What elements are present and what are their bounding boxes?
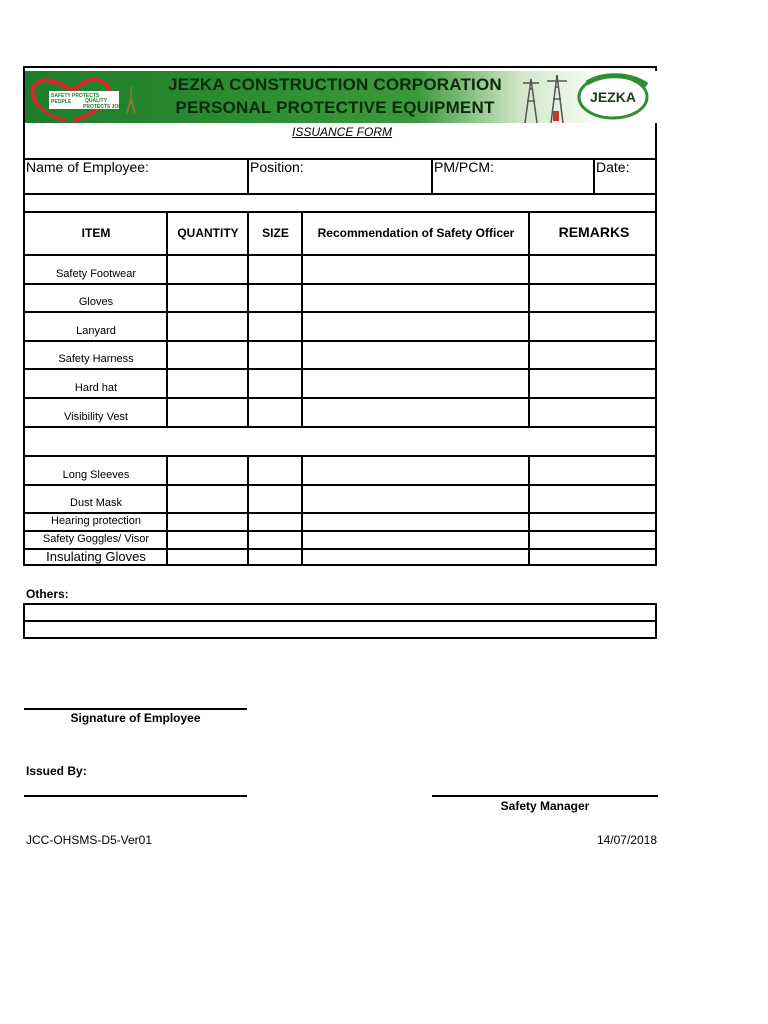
col-divider-2 [247,211,249,427]
col-header-recommendation: Recommendation of Safety Officer [317,226,515,240]
item-insulating-gloves: Insulating Gloves [46,549,146,564]
col-divider-3 [301,211,303,427]
col-divider-1 [166,211,168,427]
issued-by-label: Issued By: [26,764,87,778]
issued-by-line [24,795,247,797]
row-line [23,512,657,514]
item-safety-goggles: Safety Goggles/ Visor [42,533,150,545]
header-banner [25,71,658,123]
col-header-remarks: REMARKS [558,224,630,240]
row-line [23,455,657,457]
employee-signature-label: Signature of Employee [70,711,201,725]
item-visibility-vest: Visibility Vest [64,411,128,423]
form-name: ISSUANCE FORM [292,125,393,139]
logo-text-3: QUALITY [85,98,107,104]
jezka-logo-text: JEZKA [590,89,636,105]
item-long-sleeves: Long Sleeves [62,469,130,481]
col-header-quantity: QUANTITY [177,226,239,240]
col-header-size: SIZE [262,226,289,240]
item-gloves: Gloves [78,296,114,308]
employee-name-label: Name of Employee: [26,159,149,175]
pm-pcm-label: PM/PCM: [434,159,494,175]
item-lanyard: Lanyard [76,325,116,337]
row-line [23,397,657,399]
field-divider-1 [247,158,249,194]
col-divider-4b [528,455,530,566]
employee-signature-line [24,708,247,710]
table-top-line [23,211,657,213]
row-line [23,484,657,486]
date-label: Date: [596,159,630,175]
safety-manager-label: Safety Manager [500,799,590,813]
safety-heart-logo [27,73,143,123]
field-row-bottom-line [23,193,657,195]
form-subtitle: PERSONAL PROTECTIVE EQUIPMENT [175,98,495,117]
item-safety-footwear: Safety Footwear [55,268,137,280]
power-tower-icon [513,71,573,123]
document-date: 14/07/2018 [596,833,657,847]
document-code: JCC-OHSMS-D5-Ver01 [26,833,153,847]
jezka-logo [573,71,657,123]
row-line [23,340,657,342]
row-line [23,530,657,532]
item-dust-mask: Dust Mask [70,497,122,509]
logo-text-4: PROTECTS JOBS [83,104,126,110]
col-divider-3b [301,455,303,566]
header-bottom-line [23,254,657,256]
field-divider-3 [593,158,595,194]
col-divider-2b [247,455,249,566]
position-label: Position: [250,159,304,175]
others-row-line [23,620,657,622]
logo-text-1: SAFETY PROTECTS [51,93,100,99]
row-line [23,426,657,428]
item-hard-hat: Hard hat [74,382,118,394]
col-divider-4 [528,211,530,427]
row-line [23,283,657,285]
col-header-item: ITEM [81,226,111,240]
company-name: JEZKA CONSTRUCTION CORPORATION [168,75,502,94]
item-hearing-protection: Hearing protection [51,515,141,527]
others-label: Others: [26,587,69,601]
logo-text-2: PEOPLE [51,99,72,105]
safety-manager-line [432,795,658,797]
form-border [23,66,657,566]
item-safety-harness: Safety Harness [58,353,134,365]
row-line [23,368,657,370]
row-line [23,311,657,313]
field-divider-2 [431,158,433,194]
